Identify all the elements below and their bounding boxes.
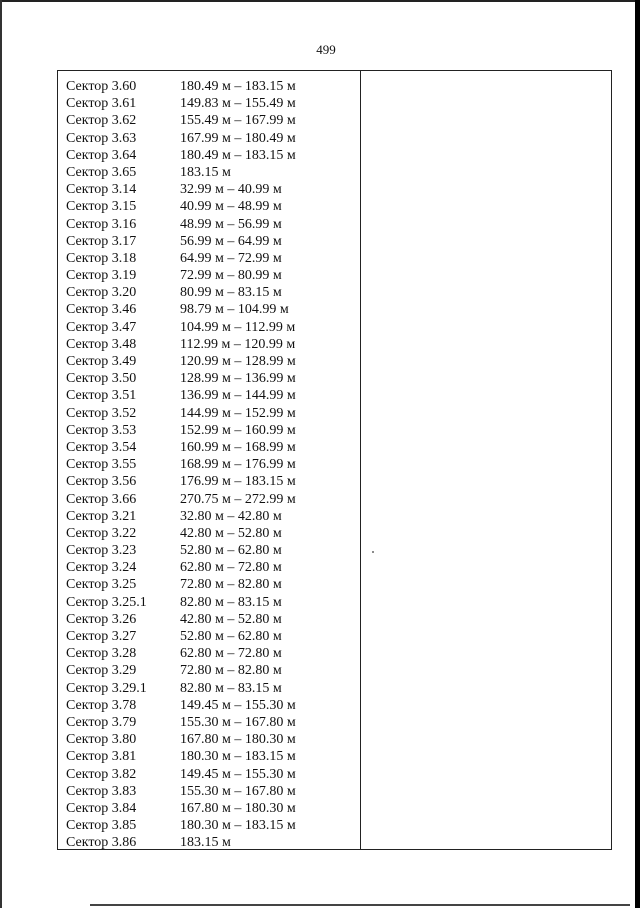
elevation-range-cell: 168.99 м – 176.99 м	[180, 457, 296, 473]
table-row	[66, 112, 358, 129]
page-number: 499	[316, 42, 336, 57]
table-row	[66, 628, 358, 645]
table-row	[66, 542, 358, 559]
sector-name-cell: Сектор 3.52	[66, 405, 137, 421]
elevation-range-cell: 42.80 м – 52.80 м	[180, 525, 282, 541]
elevation-range-cell: 155.49 м – 167.99 м	[180, 113, 296, 129]
table-row	[66, 783, 358, 800]
elevation-range-cell: 160.99 м – 168.99 м	[180, 439, 296, 455]
elevation-range-cell: 112.99 м – 120.99 м	[180, 336, 296, 352]
sector-name-cell: Сектор 3.29.1	[66, 680, 147, 696]
sector-name-cell: Сектор 3.66	[66, 491, 137, 507]
sector-name-cell: Сектор 3.17	[66, 233, 137, 249]
sector-name-cell: Сектор 3.83	[66, 783, 137, 799]
sector-name-cell: Сектор 3.81	[66, 749, 137, 765]
table-row	[66, 491, 358, 508]
scan-border-right	[635, 0, 640, 908]
elevation-range-cell: 42.80 м – 52.80 м	[180, 611, 282, 627]
table-row	[66, 130, 358, 147]
elevation-range-cell: 82.80 м – 83.15 м	[180, 594, 282, 610]
elevation-range-cell: 167.80 м – 180.30 м	[180, 732, 296, 748]
elevation-range-cell: 149.45 м – 155.30 м	[180, 766, 296, 782]
table-row	[66, 680, 358, 697]
elevation-range-cell: 180.49 м – 183.15 м	[180, 147, 296, 163]
elevation-range-cell: 176.99 м – 183.15 м	[180, 474, 296, 490]
table-row	[66, 611, 358, 628]
scan-speck	[372, 551, 374, 553]
elevation-range-cell: 149.83 м – 155.49 м	[180, 96, 296, 112]
table-row	[66, 559, 358, 576]
table-row	[66, 766, 358, 783]
table-row	[66, 405, 358, 422]
table-row	[66, 353, 358, 370]
sector-name-cell: Сектор 3.19	[66, 268, 137, 284]
table-row	[66, 800, 358, 817]
elevation-range-cell: 270.75 м – 272.99 м	[180, 491, 296, 507]
elevation-range-cell: 136.99 м – 144.99 м	[180, 388, 296, 404]
sector-name-cell: Сектор 3.82	[66, 766, 137, 782]
elevation-range-cell: 32.99 м – 40.99 м	[180, 182, 282, 198]
table-row	[66, 164, 358, 181]
column-divider	[360, 71, 361, 849]
table-row	[66, 267, 358, 284]
sector-name-cell: Сектор 3.80	[66, 732, 137, 748]
elevation-range-cell: 62.80 м – 72.80 м	[180, 560, 282, 576]
sector-name-cell: Сектор 3.78	[66, 697, 137, 713]
table-row	[66, 748, 358, 765]
elevation-range-cell: 32.80 м – 42.80 м	[180, 508, 282, 524]
elevation-range-cell: 48.99 м – 56.99 м	[180, 216, 282, 232]
table-row	[66, 439, 358, 456]
scan-border-top	[0, 0, 640, 2]
sector-name-cell: Сектор 3.61	[66, 96, 137, 112]
sector-name-cell: Сектор 3.60	[66, 79, 137, 94]
scan-border-left	[0, 0, 2, 908]
table-row	[66, 576, 358, 593]
table-row	[66, 284, 358, 301]
elevation-range-cell: 104.99 м – 112.99 м	[180, 319, 296, 335]
table-row	[66, 508, 358, 525]
elevation-range-cell: 180.30 м – 183.15 м	[180, 749, 296, 765]
sector-name-cell: Сектор 3.55	[66, 457, 137, 473]
elevation-range-cell: 52.80 м – 62.80 м	[180, 629, 282, 644]
elevation-range-cell: 144.99 м – 152.99 м	[180, 405, 296, 421]
table-row	[66, 645, 358, 662]
elevation-range-cell: 183.15 м	[180, 164, 231, 180]
sector-name-cell: Сектор 3.48	[66, 336, 137, 352]
table-row	[66, 78, 358, 95]
elevation-range-cell: 72.80 м – 82.80 м	[180, 577, 282, 593]
table-row	[66, 233, 358, 250]
table-row	[66, 336, 358, 353]
sector-name-cell: Сектор 3.14	[66, 182, 137, 198]
elevation-range-cell: 72.99 м – 80.99 м	[180, 268, 282, 284]
sector-name-cell: Сектор 3.47	[66, 319, 137, 335]
sector-name-cell: Сектор 3.63	[66, 130, 137, 146]
table-row	[66, 147, 358, 164]
sector-name-cell: Сектор 3.25.1	[66, 594, 147, 610]
sector-name-cell: Сектор 3.25	[66, 577, 137, 593]
elevation-range-cell: 80.99 м – 83.15 м	[180, 285, 282, 301]
sector-name-cell: Сектор 3.62	[66, 113, 137, 129]
sector-table	[57, 70, 612, 850]
sector-name-cell: Сектор 3.29	[66, 663, 137, 679]
sector-name-cell: Сектор 3.22	[66, 525, 137, 541]
table-row	[66, 319, 358, 336]
table-row	[66, 817, 358, 834]
sector-name-cell: Сектор 3.50	[66, 371, 137, 387]
sector-name-cell: Сектор 3.15	[66, 199, 137, 215]
sector-name-cell: Сектор 3.53	[66, 422, 137, 438]
table-row	[66, 198, 358, 215]
sector-name-cell: Сектор 3.26	[66, 611, 137, 627]
table-row	[66, 95, 358, 112]
table-row	[66, 697, 358, 714]
table-row	[66, 834, 358, 851]
elevation-range-cell: 155.30 м – 167.80 м	[180, 714, 296, 730]
sector-name-cell: Сектор 3.56	[66, 474, 137, 490]
sector-name-cell: Сектор 3.20	[66, 285, 137, 301]
sector-name-cell: Сектор 3.24	[66, 560, 137, 576]
elevation-range-cell: 120.99 м – 128.99 м	[180, 354, 296, 369]
table-row	[66, 216, 358, 233]
table-row	[66, 181, 358, 198]
elevation-range-cell: 62.80 м – 72.80 м	[180, 646, 282, 662]
table-row	[66, 456, 358, 473]
sector-name-cell: Сектор 3.27	[66, 629, 137, 644]
sector-name-cell: Сектор 3.86	[66, 835, 137, 851]
table-row	[66, 422, 358, 439]
table-row	[66, 250, 358, 267]
elevation-range-cell: 40.99 м – 48.99 м	[180, 199, 282, 215]
elevation-range-cell: 149.45 м – 155.30 м	[180, 697, 296, 713]
table-row	[66, 594, 358, 611]
sector-name-cell: Сектор 3.46	[66, 302, 137, 318]
sector-name-cell: Сектор 3.21	[66, 508, 137, 524]
sector-name-cell: Сектор 3.16	[66, 216, 137, 232]
table-row	[66, 731, 358, 748]
sector-name-cell: Сектор 3.64	[66, 147, 137, 163]
elevation-range-cell: 82.80 м – 83.15 м	[180, 680, 282, 696]
sector-name-cell: Сектор 3.28	[66, 646, 137, 662]
table-row	[66, 387, 358, 404]
sector-name-cell: Сектор 3.65	[66, 164, 137, 180]
sector-name-cell: Сектор 3.79	[66, 714, 137, 730]
sector-name-cell: Сектор 3.51	[66, 388, 137, 404]
sector-name-cell: Сектор 3.84	[66, 800, 137, 816]
table-rows	[66, 78, 358, 851]
elevation-range-cell: 128.99 м – 136.99 м	[180, 371, 296, 387]
elevation-range-cell: 152.99 м – 160.99 м	[180, 422, 296, 438]
table-row	[66, 370, 358, 387]
table-row	[66, 662, 358, 679]
elevation-range-cell: 72.80 м – 82.80 м	[180, 663, 282, 679]
table-row	[66, 473, 358, 490]
elevation-range-cell: 155.30 м – 167.80 м	[180, 783, 296, 799]
table-row	[66, 301, 358, 318]
sector-name-cell: Сектор 3.18	[66, 250, 137, 266]
elevation-range-cell: 64.99 м – 72.99 м	[180, 250, 282, 266]
sector-name-cell: Сектор 3.23	[66, 543, 137, 559]
elevation-range-cell: 180.49 м – 183.15 м	[180, 79, 296, 94]
elevation-range-cell: 167.99 м – 180.49 м	[180, 130, 296, 146]
elevation-range-cell: 56.99 м – 64.99 м	[180, 233, 282, 249]
sector-name-cell: Сектор 3.85	[66, 818, 137, 834]
table-row	[66, 525, 358, 542]
sector-name-cell: Сектор 3.49	[66, 354, 137, 369]
elevation-range-cell: 52.80 м – 62.80 м	[180, 543, 282, 559]
scan-border-bottom	[90, 904, 630, 906]
elevation-range-cell: 98.79 м – 104.99 м	[180, 302, 289, 318]
elevation-range-cell: 183.15 м	[180, 835, 231, 851]
elevation-range-cell: 180.30 м – 183.15 м	[180, 818, 296, 834]
elevation-range-cell: 167.80 м – 180.30 м	[180, 800, 296, 816]
table-row	[66, 714, 358, 731]
sector-name-cell: Сектор 3.54	[66, 439, 137, 455]
